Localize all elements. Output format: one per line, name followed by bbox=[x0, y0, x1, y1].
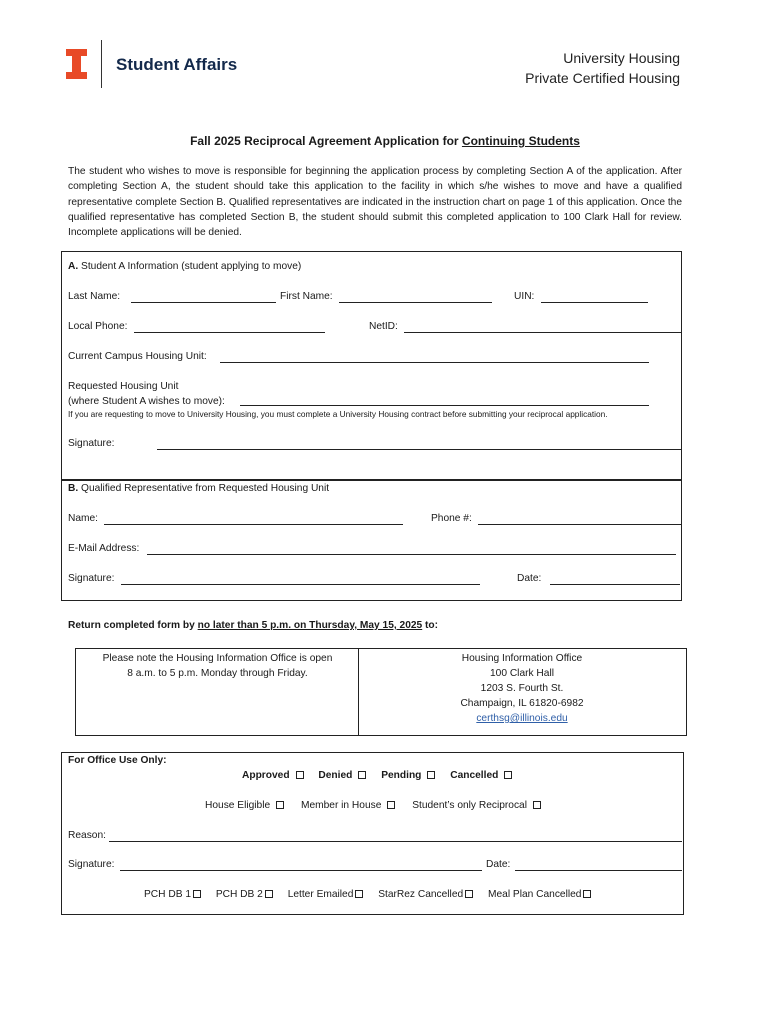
rep-date-label: Date: bbox=[517, 573, 542, 584]
local-phone-label: Local Phone: bbox=[68, 321, 128, 332]
office-hours-line-2: 8 a.m. to 5 p.m. Monday through Friday. bbox=[127, 668, 308, 679]
current-unit-label: Current Campus Housing Unit: bbox=[68, 351, 207, 362]
last-name-field[interactable] bbox=[131, 302, 276, 303]
department-header bbox=[525, 48, 680, 88]
meal-plan-cancelled-label: Meal Plan Cancelled bbox=[488, 889, 582, 900]
eligibility-row bbox=[205, 800, 541, 811]
section-a-title: Student A Information (student applying to move) bbox=[81, 261, 302, 272]
cancelled-checkbox[interactable] bbox=[504, 771, 512, 779]
office-date-label: Date: bbox=[486, 859, 511, 870]
rep-email-label: E-Mail Address: bbox=[68, 543, 140, 554]
current-unit-field[interactable] bbox=[220, 362, 649, 363]
section-a-heading bbox=[68, 261, 301, 272]
rep-phone-field[interactable] bbox=[478, 524, 681, 525]
uin-field[interactable] bbox=[541, 302, 648, 303]
rep-name-label: Name: bbox=[68, 513, 99, 524]
return-suffix: to: bbox=[422, 620, 439, 631]
section-b-title: Qualified Representative from Requested Housing Unit bbox=[81, 483, 330, 494]
reason-label: Reason: bbox=[68, 830, 106, 841]
reason-field[interactable] bbox=[109, 841, 682, 842]
university-housing-note: If you are requesting to move to University Housing, you must complete a University Housing contract before submitting your reciprocal application. bbox=[68, 409, 608, 419]
department-line-1: University Housing bbox=[563, 50, 680, 66]
logo-text: Student Affairs bbox=[116, 55, 238, 74]
return-prefix: Return completed form by bbox=[68, 620, 198, 631]
title-emphasis: Continuing Students bbox=[461, 134, 580, 148]
first-name-field[interactable] bbox=[339, 302, 492, 303]
last-name-label: Last Name: bbox=[68, 291, 121, 302]
rep-signature-field[interactable] bbox=[121, 584, 480, 585]
rep-email-field[interactable] bbox=[147, 554, 676, 555]
rep-phone-label: Phone #: bbox=[431, 513, 472, 524]
office-address bbox=[362, 651, 682, 726]
denied-checkbox[interactable] bbox=[358, 771, 366, 779]
member-in-house-checkbox[interactable] bbox=[387, 801, 395, 809]
student-signature-field[interactable] bbox=[157, 449, 681, 450]
office-hours-line-1: Please note the Housing Information Office is open bbox=[102, 653, 333, 664]
approved-checkbox[interactable] bbox=[296, 771, 304, 779]
netid-label: NetID: bbox=[369, 321, 398, 332]
rep-date-field[interactable] bbox=[550, 584, 680, 585]
office-email-link[interactable]: certhsg@illinois.edu bbox=[476, 713, 568, 724]
address-line-1: Housing Information Office bbox=[461, 653, 583, 664]
section-b-letter: B. bbox=[68, 483, 79, 494]
title-prefix: Fall 2025 Reciprocal Agreement Application for bbox=[190, 134, 462, 148]
uin-label: UIN: bbox=[514, 291, 535, 302]
return-deadline bbox=[68, 620, 438, 631]
member-in-house-label: Member in House bbox=[300, 800, 382, 811]
section-b-heading bbox=[68, 483, 329, 494]
instructions-paragraph: The student who wishes to move is responsible for beginning the application process by completing Section A of the application. After completing Section A, the student should take this application to the facility in which s/he wishes to move and have a qualified representative complete Section B. Qualified representatives are indicated in the instruction chart on page 1 of this application. Once the qualified representative has completed Section B, the student should submit this completed application to 100 Clark Hall for review. Incomplete applications will be denied. bbox=[68, 166, 682, 239]
office-hours bbox=[80, 651, 355, 681]
rep-signature-label: Signature: bbox=[68, 573, 115, 584]
university-block-i-logo bbox=[66, 49, 87, 79]
office-signature-label: Signature: bbox=[68, 859, 115, 870]
approved-label: Approved bbox=[242, 770, 290, 781]
requested-unit-label-1: Requested Housing Unit bbox=[68, 381, 179, 392]
office-signature-field[interactable] bbox=[120, 870, 482, 871]
department-line-2: Private Certified Housing bbox=[525, 70, 680, 86]
section-a-letter: A. bbox=[68, 261, 79, 272]
house-eligible-label: House Eligible bbox=[205, 800, 271, 811]
letter-emailed-checkbox[interactable] bbox=[355, 890, 363, 898]
netid-field[interactable] bbox=[404, 332, 681, 333]
rep-name-field[interactable] bbox=[104, 524, 403, 525]
starrez-cancelled-label: StarRez Cancelled bbox=[378, 889, 464, 900]
starrez-cancelled-checkbox[interactable] bbox=[465, 890, 473, 898]
denied-label: Denied bbox=[318, 770, 353, 781]
requested-unit-field[interactable] bbox=[240, 405, 649, 406]
pch-db2-label: PCH DB 2 bbox=[215, 889, 263, 900]
office-date-field[interactable] bbox=[515, 870, 682, 871]
pch-db1-label: PCH DB 1 bbox=[144, 889, 191, 900]
form-title bbox=[0, 134, 770, 148]
address-line-2: 100 Clark Hall bbox=[490, 668, 554, 679]
local-phone-field[interactable] bbox=[134, 332, 325, 333]
pending-checkbox[interactable] bbox=[427, 771, 435, 779]
students-only-label: Student’s only Reciprocal bbox=[412, 800, 527, 811]
logo-divider bbox=[101, 40, 102, 88]
first-name-label: First Name: bbox=[280, 291, 333, 302]
address-line-4: Champaign, IL 61820-6982 bbox=[460, 698, 584, 709]
house-eligible-checkbox[interactable] bbox=[276, 801, 284, 809]
meal-plan-cancelled-checkbox[interactable] bbox=[583, 890, 591, 898]
office-info-divider bbox=[358, 648, 359, 736]
pch-db1-checkbox[interactable] bbox=[193, 890, 201, 898]
students-only-checkbox[interactable] bbox=[533, 801, 541, 809]
cancelled-label: Cancelled bbox=[450, 770, 499, 781]
status-row bbox=[242, 770, 512, 781]
return-deadline-date: no later than 5 p.m. on Thursday, May 15, 2025 bbox=[197, 620, 423, 631]
section-b-box bbox=[61, 480, 682, 601]
address-line-3: 1203 S. Fourth St. bbox=[480, 683, 564, 694]
office-use-heading: For Office Use Only: bbox=[68, 755, 167, 766]
pch-db2-checkbox[interactable] bbox=[265, 890, 273, 898]
section-a-box bbox=[61, 251, 682, 480]
requested-unit-label-2: (where Student A wishes to move): bbox=[68, 396, 225, 407]
processing-row bbox=[144, 889, 591, 900]
pending-label: Pending bbox=[381, 770, 422, 781]
student-signature-label: Signature: bbox=[68, 438, 115, 449]
letter-emailed-label: Letter Emailed bbox=[287, 889, 354, 900]
